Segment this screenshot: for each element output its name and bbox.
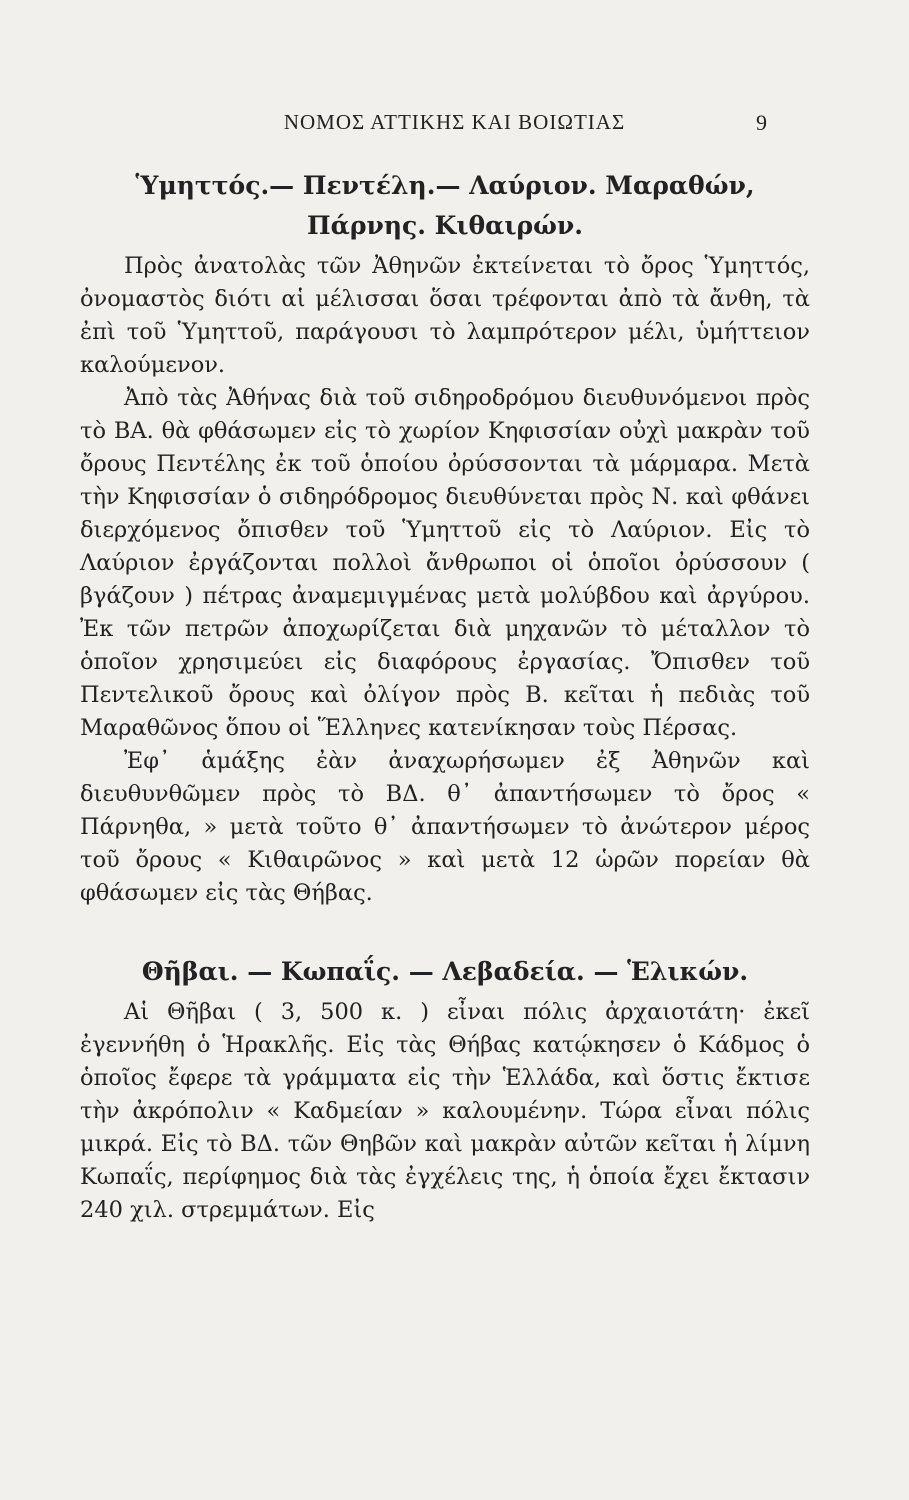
section-title-hymettus: Ὑμηττός.— Πεντέλη.— Λαύριον. Μαραθών,	[135, 171, 755, 200]
running-head: ΝΟΜΟΣ ΑΤΤΙΚΗΣ ΚΑΙ ΒΟΙΩΤΙΑΣ	[283, 110, 626, 134]
paragraph-thebes: Αἱ Θῆβαι ( 3, 500 κ. ) εἶναι πόλις ἀρχαιοτάτη· ἐκεῖ ἐγεννήθη ὁ Ἡρακλῆς. Εἰς τὰς Θήβας κατῴκησεν ὁ Κάδμος ὁ ὁποῖος ἔφερε τὰ γράμματα εἰς τὴν Ἑλλάδα, καὶ ὅστις ἔκτισε τὴν ἀκρόπολιν « Καδμείαν » καλουμένην. Τώρα εἶναι πόλις μικρά. Εἰς τὸ ΒΔ. τῶν Θηβῶν καὶ μακρὰν αὐτῶν κεῖται ἡ λίμνη Κωπαΐς, περίφημος διὰ τὰς ἐγχέλεις της, ἡ ὁποία ἔχει ἔκτασιν 240 χιλ. στρεμμάτων. Εἰς	[80, 999, 810, 1223]
page-body	[80, 166, 810, 1227]
paragraph-parnitha: Ἐφ᾽ ἁμάξης ἐὰν ἀναχωρήσωμεν ἐξ Ἀθηνῶν καὶ διευθυνθῶμεν πρὸς τὸ ΒΔ. θ᾽ ἀπαντήσωμεν τὸ ὄρος « Πάρνηθα, » μετὰ τοῦτο θ᾽ ἀπαντήσωμεν τὸ ἀνώτερον μέρος τοῦ ὄρους « Κιθαιρῶνος » καὶ μετὰ 12 ὡρῶν πορείαν θὰ φθάσωμεν εἰς τὰς Θήβας.	[80, 748, 810, 906]
section-body-thebes	[80, 996, 810, 1227]
section-body-hymettus	[80, 250, 810, 910]
paragraph-hymettus: Πρὸς ἀνατολὰς τῶν Ἀθηνῶν ἐκτείνεται τὸ ὄρος Ὑμηττός, ὀνομαστὸς διότι αἱ μέλισσαι ὅσαι τρέφονται ἀπὸ τὰ ἄνθη, τὰ ἐπὶ τοῦ Ὑμηττοῦ, παράγουσι τὸ λαμπρότερον μέλι, ὑμήττειον καλούμενον.	[80, 253, 810, 378]
section-title-thebes: Θῆβαι. — Κωπαΐς. — Λεβαδεία. — Ἑλικών.	[141, 957, 749, 986]
section-title-hymettus-cont: Πάρνης. Κιθαιρών.	[307, 211, 583, 240]
page-header	[0, 110, 909, 144]
paragraph-kifisia-lavrion: Ἀπὸ τὰς Ἀθήνας διὰ τοῦ σιδηροδρόμου διευθυνόμενοι πρὸς τὸ ΒΑ. θὰ φθάσωμεν εἰς τὸ χωρίον Κηφισσίαν οὐχὶ μακρὰν τοῦ ὄρους Πεντέλης ἐκ τοῦ ὁποίου ὀρύσσονται τὰ μάρμαρα. Μετὰ τὴν Κηφισσίαν ὁ σιδηρόδρομος διευθύνεται πρὸς Ν. καὶ φθάνει διερχόμενος ὄπισθεν τοῦ Ὑμηττοῦ εἰς τὸ Λαύριον. Εἰς τὸ Λαύριον ἐργάζονται πολλοὶ ἄνθρωποι οἱ ὁποῖοι ὀρύσσουν ( βγάζουν ) πέτρας ἀναμεμιγμένας μετὰ μολύβδου καὶ ἀργύρου. Ἐκ τῶν πετρῶν ἀποχωρίζεται διὰ μηχανῶν τὸ μέταλλον τὸ ὁποῖον χρησιμεύει εἰς διαφόρους ἐργασίας. Ὄπισθεν τοῦ Πεντελικοῦ ὄρους καὶ ὀλίγον πρὸς Β. κεῖται ἡ πεδιὰς τοῦ Μαραθῶνος ὅπου οἱ Ἕλληνες κατενίκησαν τοὺς Πέρσας.	[80, 385, 810, 741]
page-number: 9	[756, 110, 767, 135]
